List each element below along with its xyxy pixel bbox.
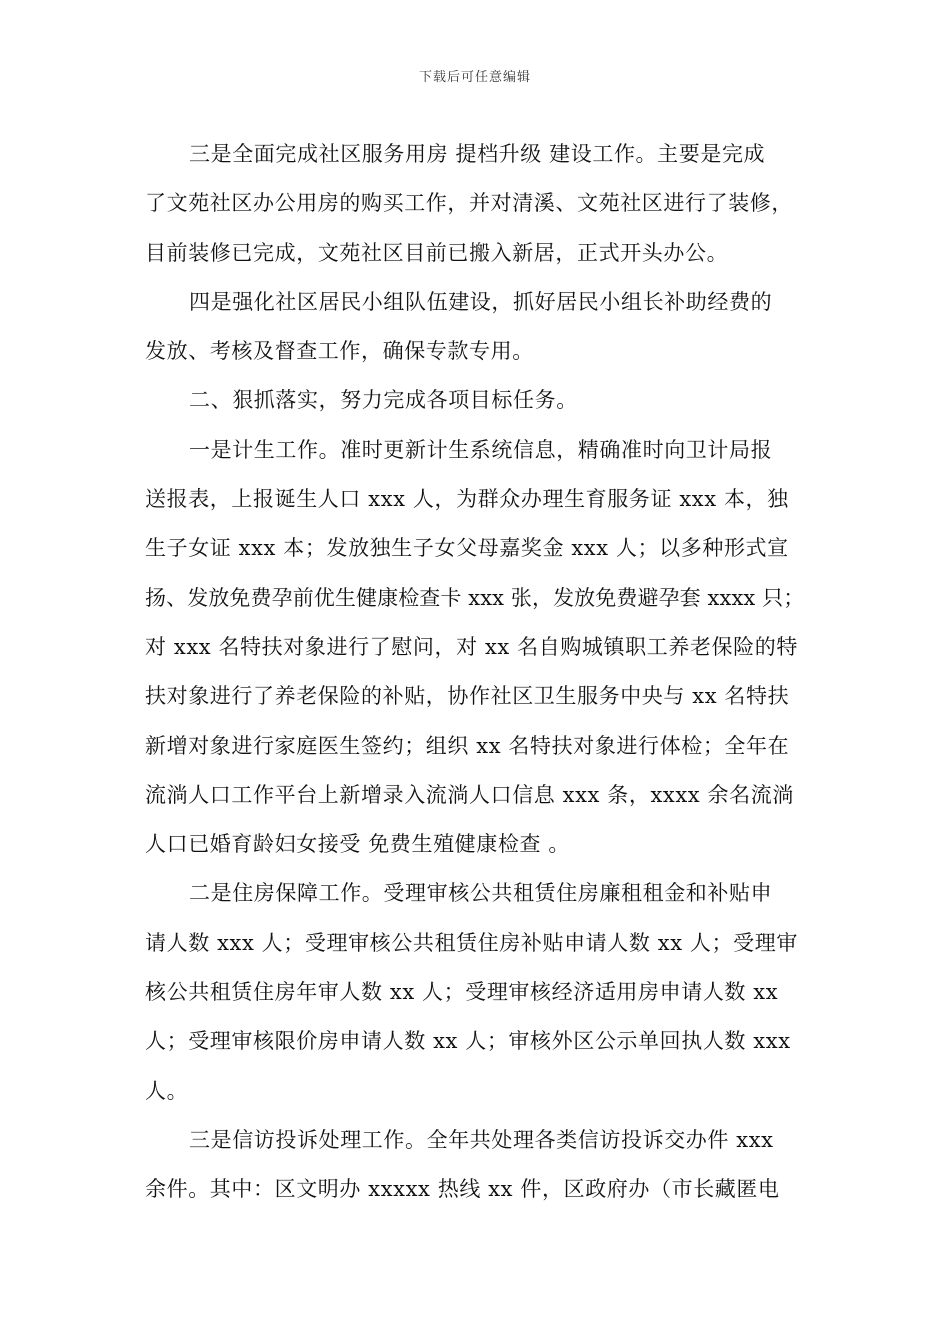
text-line: 三是信访投诉处理工作。全年共处理各类信访投诉交办件 xxx bbox=[189, 1127, 774, 1152]
text-line: 对 xxx 名特扶对象进行了慰问，对 xx 名自购城镇职工养老保险的特 bbox=[145, 634, 798, 659]
text-line: 流淌人口工作平台上新增录入流淌人口信息 xxx 条，xxxx 余名流淌 bbox=[145, 782, 794, 807]
text-line: 发放、考核及督查工作，确保专款专用。 bbox=[145, 339, 534, 364]
page-header-note: 下载后可任意编辑 bbox=[418, 70, 531, 85]
text-line: 核公共租赁住房年审人数 xx 人；受理审核经济适用房申请人数 xx bbox=[145, 980, 779, 1005]
text-line: 请人数 xxx 人；受理审核公共租赁住房补贴申请人数 xx 人；受理审 bbox=[145, 930, 798, 955]
text-line: 扬、发放免费孕前优生健康检查卡 xxx 张，发放免费避孕套 xxxx 只； bbox=[145, 585, 805, 610]
text-line: 生子女证 xxx 本；发放独生子女父母嘉奖金 xxx 人；以多种形式宣 bbox=[145, 536, 789, 561]
text-line: 三是全面完成社区服务用房 提档升级 建设工作。主要是完成 bbox=[189, 142, 766, 166]
text-line: 扶对象进行了养老保险的补贴，协作社区卫生服务中央与 xx 名特扶 bbox=[145, 684, 790, 709]
text-line: 四是强化社区居民小组队伍建设，抓好居民小组长补助经费的 bbox=[189, 289, 773, 314]
text-line: 余件。其中：区文明办 xxxxx 热线 xx 件，区政府办（市长藏匿电 bbox=[145, 1177, 780, 1202]
text-line: 新增对象进行家庭医生签约；组织 xx 名特扶对象进行体检；全年在 bbox=[145, 733, 790, 758]
text-line: 人。 bbox=[145, 1078, 189, 1103]
text-line: 二、狠抓落实，努力完成各项目标任务。 bbox=[189, 388, 578, 413]
text-line: 人；受理审核限价房申请人数 xx 人；审核外区公示单回执人数 xxx bbox=[145, 1029, 791, 1054]
text-line: 一是计生工作。准时更新计生系统信息，精确准时向卫计局报 bbox=[189, 437, 773, 462]
text-line: 目前装修已完成，文苑社区目前已搬入新居，正式开头办公。 bbox=[145, 240, 729, 265]
text-line: 送报表，上报诞生人口 xxx 人，为群众办理生育服务证 xxx 本，独 bbox=[145, 487, 789, 512]
text-line: 二是住房保障工作。受理审核公共租赁住房廉租租金和补贴申 bbox=[189, 881, 773, 906]
text-line: 了文苑社区办公用房的购买工作，并对清溪、文苑社区进行了装修， bbox=[145, 191, 793, 216]
text-line: 人口已婚育龄妇女接受 免费生殖健康检查 。 bbox=[145, 832, 570, 857]
document-body bbox=[145, 130, 807, 1215]
